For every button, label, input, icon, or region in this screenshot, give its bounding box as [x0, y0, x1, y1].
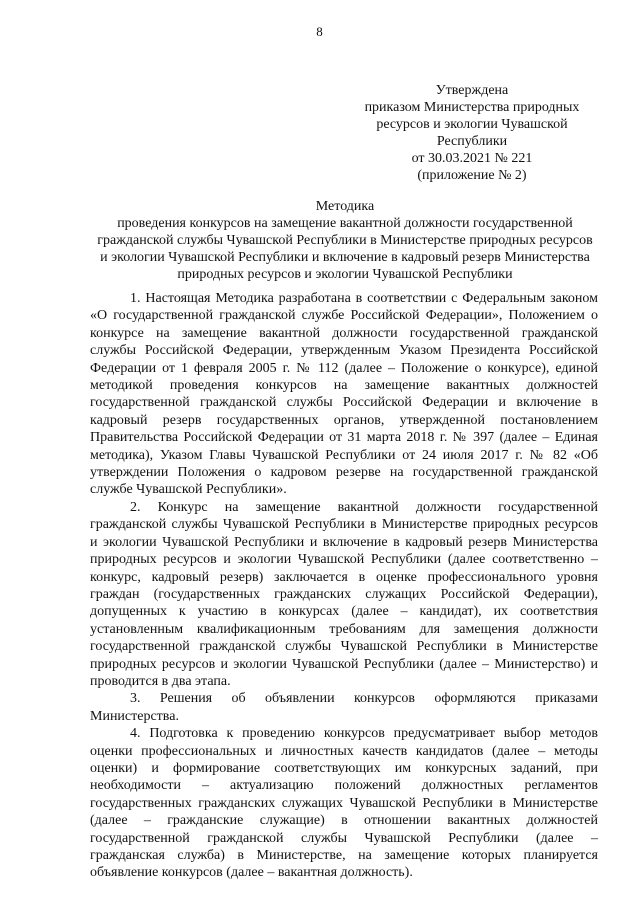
title-line: проведения конкурсов на замещение вакантной должности государственной: [117, 216, 573, 231]
paragraph-line: гражданская служба) в Министерстве, на замещение которых планируется: [90, 848, 598, 863]
paragraph-line: установленным квалификационным требованиям для замещения должности: [90, 621, 598, 637]
approval-line: Утверждена: [435, 83, 509, 98]
paragraph-line: Правительства Российской Федерации от 31 марта 2018 г. № 397 (далее – Единая: [90, 430, 598, 446]
paragraph-line: объявление конкурсов (далее – вакантная должность).: [90, 865, 413, 881]
paragraph-line: природных ресурсов и экологии Чувашской Республики (далее соответственно –: [90, 552, 598, 568]
approval-line: ресурсов и экологии Чувашской: [376, 117, 568, 132]
approval-stamp: [345, 82, 599, 184]
document-title: [90, 198, 600, 283]
title-line: и экологии Чувашской Республики и включение в кадровый резерв Министерства: [100, 250, 590, 265]
approval-line: от 30.03.2021 № 221: [411, 151, 533, 166]
paragraph-line: 4. Подготовка к проведению конкурсов предусматривает выбор методов: [130, 726, 598, 742]
paragraph-line: конкурс, кадровый резерв) заключается в оценке профессионального уровня: [90, 569, 598, 585]
paragraph-line: службы Российской Федерации, утвержденным Указом Президента Российской: [90, 343, 598, 359]
paragraph-line: «О государственной гражданской службе Российской Федерации», Положением о: [90, 308, 598, 324]
paragraph-line: оценки профессиональных и личностных качеств кандидатов (далее – методы: [90, 743, 598, 759]
title-heading: Методика: [315, 199, 375, 214]
paragraph-line: 2. Конкурс на замещение вакантной должности государственной: [130, 499, 598, 515]
paragraph-line: необходимости – актуализацию положений должностных регламентов: [90, 778, 598, 794]
paragraph-line: Министерства.: [90, 708, 179, 724]
title-line: гражданской службы Чувашской Республики в Министерстве природных ресурсов: [97, 233, 593, 248]
paragraph-line: Федерации от 1 февраля 2005 г. № 112 (далее – Положение о конкурсе), единой: [90, 360, 598, 376]
page-number: 8: [316, 24, 323, 39]
approval-line: Республики: [436, 134, 508, 149]
paragraph-line: 1. Настоящая Методика разработана в соответствии с Федеральным законом: [130, 291, 598, 306]
paragraph-line: допущенных к участию в конкурсах (далее – кандидат), их соответствия: [90, 604, 598, 620]
document-body: [90, 290, 598, 882]
paragraph-line: кадровый резерв государственных органов, утвержденной постановлением: [90, 412, 598, 428]
paragraph-line: природных ресурсов и экологии Чувашской Республики (далее – Министерство) и: [90, 656, 598, 672]
paragraph: [90, 725, 598, 882]
approval-line: (приложение № 2): [417, 168, 527, 183]
approval-line: приказом Министерства природных: [364, 100, 580, 115]
paragraph-line: государственной гражданской службы Российской Федерации и включение в: [90, 395, 598, 411]
paragraph-line: государственных гражданских служащих Чувашской Республики в Министерстве: [90, 795, 598, 811]
paragraph-line: 3. Решения об объявлении конкурсов оформляются приказами: [130, 691, 598, 707]
paragraph-line: гражданской службы Чувашской Республики в Министерстве природных ресурсов: [90, 517, 598, 533]
paragraph: [90, 690, 598, 725]
paragraph-line: граждан (государственных гражданских служащих Российской Федерации),: [90, 586, 598, 602]
paragraph-line: проводится в два этапа.: [90, 673, 231, 689]
paragraph-line: государственной гражданской службы Чувашской Республики (далее –: [90, 830, 598, 846]
paragraph-line: государственной гражданской службы Чувашской Республики в Министерстве: [90, 639, 598, 655]
paragraph-line: службе Чувашской Республики».: [90, 482, 287, 498]
paragraph-line: методикой проведения конкурсов на замещение вакантных должностей: [90, 378, 598, 394]
paragraph: [90, 499, 598, 690]
paragraph: [90, 290, 598, 499]
paragraph-line: методика), Указом Главы Чувашской Республики от 24 июля 2017 г. № 82 «Об: [90, 447, 598, 463]
title-line: природных ресурсов и экологии Чувашской Республики: [177, 267, 513, 282]
paragraph-line: конкурсе на замещение вакантной должности государственной гражданской: [90, 325, 598, 341]
paragraph-line: оценки) и формирование соответствующих им конкурсных заданий, при: [90, 760, 598, 776]
paragraph-line: и экологии Чувашской Республики и включение в кадровый резерв Министерства: [90, 534, 598, 550]
paragraph-line: утверждении Положения о кадровом резерве на государственной гражданской: [90, 465, 598, 481]
paragraph-line: (далее – гражданские служащие) в отношении вакантных должностей: [90, 813, 598, 829]
